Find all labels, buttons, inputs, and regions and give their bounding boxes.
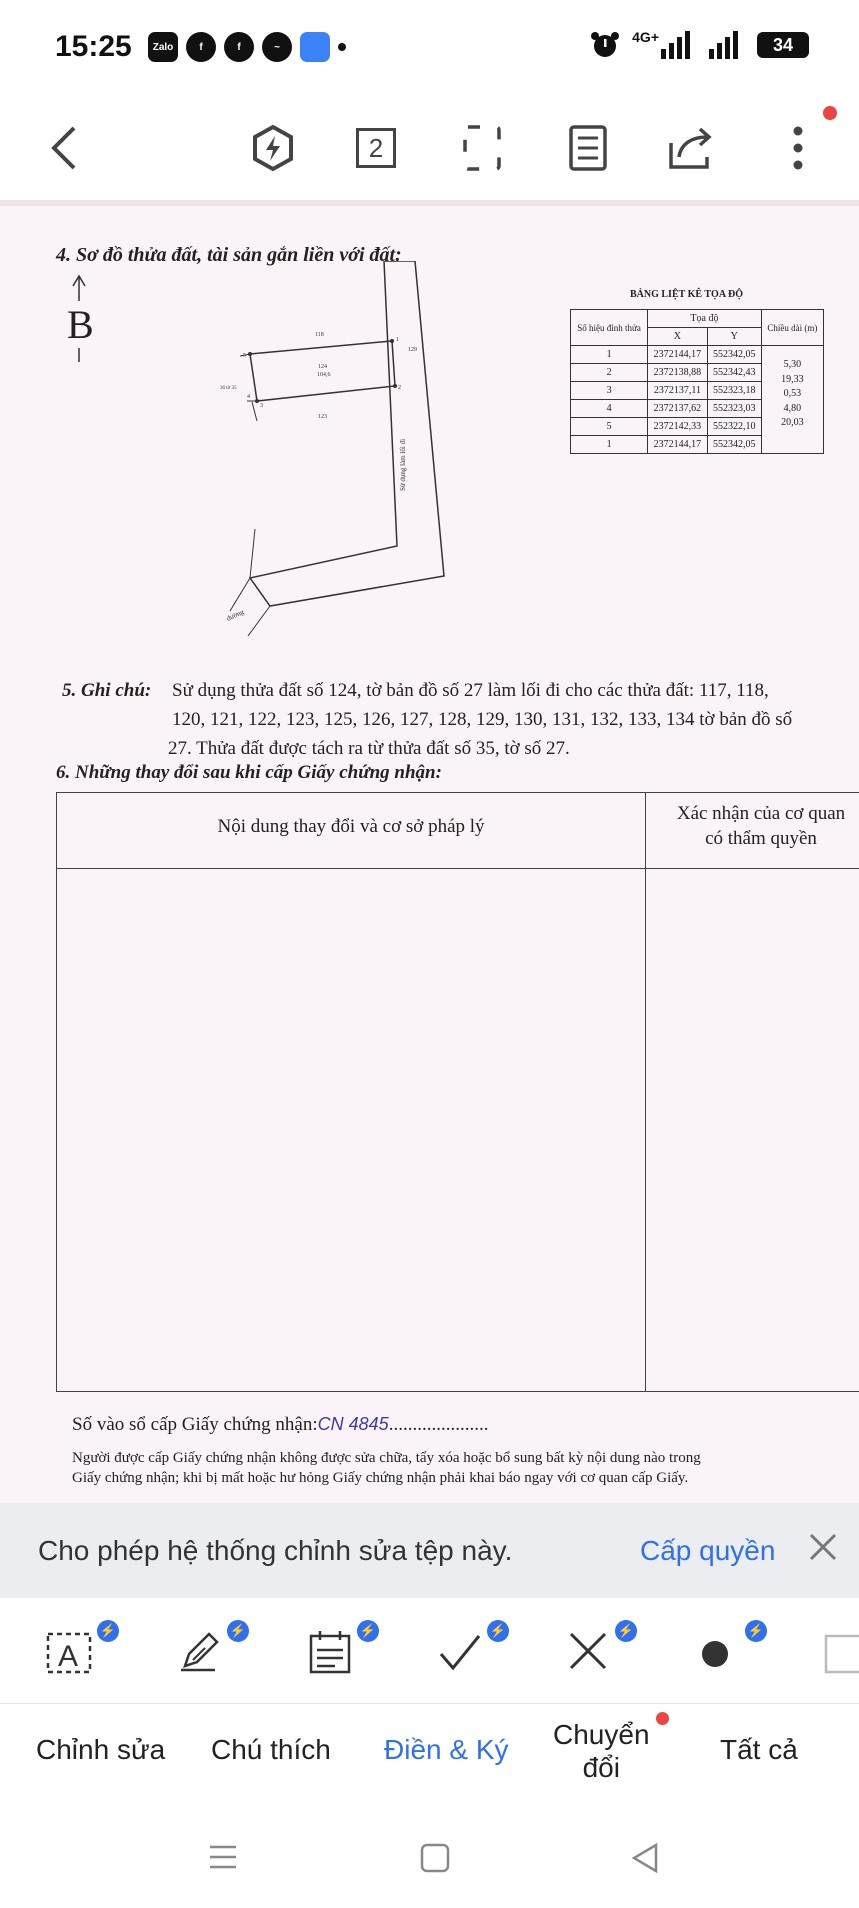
changes-table (56, 792, 859, 1392)
coord-length: 0,53 (783, 388, 802, 399)
weather-icon (300, 32, 330, 62)
cross-tool[interactable] (563, 1623, 635, 1682)
text-box-icon (45, 1626, 95, 1676)
fullscreen-icon (462, 124, 502, 172)
system-nav-bar (0, 1814, 859, 1908)
more-button[interactable] (770, 120, 826, 176)
page-count: 2 (356, 128, 396, 168)
page-count-button[interactable] (348, 120, 404, 176)
premium-badge-icon: ⚡ (357, 1620, 379, 1642)
rectangle-tool[interactable] (820, 1626, 859, 1682)
date-tool[interactable] (305, 1623, 377, 1682)
notification-icons (148, 32, 346, 62)
home-button[interactable] (419, 1842, 451, 1879)
premium-badge-icon: ⚡ (745, 1620, 767, 1642)
cert-value: CN 4845 (317, 1414, 389, 1434)
map-point-1: 1 (396, 337, 399, 343)
back-triangle-icon (630, 1842, 660, 1874)
document-page (0, 200, 859, 1503)
coord-row (571, 346, 824, 364)
coord-cell-x: 2372137,11 (648, 382, 708, 400)
tab-fill-sign[interactable]: Điền & Ký (384, 1734, 509, 1765)
north-label: B (67, 302, 94, 347)
bottom-tabs (0, 1704, 859, 1814)
map-point-4: 4 (247, 394, 250, 400)
signal-icon (709, 31, 745, 59)
facebook-icon: f (224, 32, 254, 62)
date-icon (305, 1626, 355, 1676)
coord-cell-pt: 1 (571, 346, 648, 364)
coord-lengths-cell (761, 346, 823, 454)
coord-cell-y: 552323,18 (707, 382, 761, 400)
changes-table-divider (645, 793, 646, 1391)
coord-cell-pt: 3 (571, 382, 648, 400)
map-label-road-vertical: Sử dụng làm lối đi (399, 438, 407, 491)
cert-number (72, 1414, 488, 1436)
share-button[interactable] (664, 120, 720, 176)
map-label-road: đường (225, 607, 246, 623)
map-label-parcel-top: 118 (315, 332, 324, 338)
banner-message: Cho phép hệ thống chỉnh sửa tệp này. (38, 1535, 513, 1566)
tab-convert-label-2: đổi (582, 1752, 620, 1783)
coord-length: 4,80 (783, 402, 802, 414)
network-label: 4G+ (632, 29, 659, 45)
coord-length: 19,33 (781, 373, 804, 385)
footer-line-2: Giấy chứng nhận; khi bị mất hoặc hư hỏng Giấy chứng nhận phải khai báo ngay với cơ quan cấp Giấy. (72, 1470, 689, 1486)
notification-dot (823, 106, 837, 120)
signature-icon (175, 1626, 225, 1676)
coord-cell-y: 552342,05 (707, 436, 761, 454)
recent-apps-button[interactable] (208, 1842, 238, 1877)
footer-line-1: Người được cấp Giấy chứng nhận không được sửa chữa, tẩy xóa hoặc bổ sung bất kỳ nội dung nào trong (72, 1450, 701, 1466)
alarm-icon (590, 30, 620, 60)
cross-icon (563, 1626, 613, 1676)
rectangle-icon (820, 1626, 859, 1676)
coord-cell-pt: 1 (571, 436, 648, 454)
coord-header-y: Y (707, 328, 761, 346)
map-label-parcel-bottom: 123 (318, 414, 327, 420)
map-point-3: 3 (260, 403, 263, 409)
coord-cell-x: 2372138,88 (648, 364, 708, 382)
close-banner-button[interactable] (808, 1527, 838, 1572)
coord-cell-x: 2372142,33 (648, 418, 708, 436)
premium-badge-icon: ⚡ (615, 1620, 637, 1642)
coord-table-title: BẢNG LIỆT KÊ TỌA ĐỘ (630, 289, 743, 300)
coord-cell-pt: 2 (571, 364, 648, 382)
coord-cell-y: 552342,05 (707, 346, 761, 364)
share-icon (667, 125, 717, 171)
coord-header-length: Chiều dài (m) (761, 310, 823, 346)
section6-title: 6. Những thay đổi sau khi cấp Giấy chứng nhận: (56, 762, 442, 783)
note-line-1: Sử dụng thửa đất số 124, tờ bản đồ số 27 làm lối đi cho các thửa đất: 117, 118, (172, 680, 769, 701)
coord-cell-y: 552322,10 (707, 418, 761, 436)
coord-header-x: X (648, 328, 708, 346)
coord-cell-y: 552323,03 (707, 400, 761, 418)
note-line-2: 120, 121, 122, 123, 125, 126, 127, 128, 129, 130, 131, 132, 133, 134 tờ bản đồ số (172, 709, 793, 730)
back-icon (48, 126, 80, 170)
back-nav-button[interactable] (630, 1842, 660, 1879)
tab-all[interactable]: Tất cả (720, 1734, 798, 1765)
status-right (590, 30, 809, 60)
changes-col1-header: Nội dung thay đổi và cơ sở pháp lý (217, 816, 485, 837)
cert-label: Số vào sổ cấp Giấy chứng nhận: (72, 1414, 318, 1435)
changes-col2-header-2: có thẩm quyền (705, 828, 817, 849)
reader-mode-icon (568, 124, 608, 172)
grant-permission-button[interactable]: Cấp quyền (640, 1535, 776, 1566)
facebook-icon: f (186, 32, 216, 62)
note-line-3: 27. Thửa đất được tách ra từ thửa đất số 35, tờ số 27. (168, 738, 570, 759)
cert-dots: ..................... (388, 1414, 489, 1435)
messenger-icon: ~ (262, 32, 292, 62)
permission-banner (0, 1503, 859, 1598)
signature-tool[interactable] (175, 1623, 247, 1682)
changes-table-header-line (57, 868, 859, 869)
section4-title: 4. Sơ đồ thửa đất, tài sản gắn liền với đất: (56, 244, 402, 266)
map-point-2: 2 (398, 385, 401, 391)
coord-cell-pt: 5 (571, 418, 648, 436)
status-bar (0, 0, 859, 100)
back-button[interactable] (36, 120, 92, 176)
dot-tool[interactable] (693, 1623, 765, 1682)
coord-cell-pt: 4 (571, 400, 648, 418)
lightning-icon (249, 124, 297, 172)
checkmark-tool[interactable] (435, 1623, 507, 1682)
map-label-parcel-right: 129 (408, 347, 417, 353)
more-icon (792, 125, 804, 171)
battery-icon: 34 (757, 32, 809, 58)
convert-notification-dot (656, 1712, 669, 1725)
tab-annotate[interactable]: Chú thích (211, 1734, 331, 1765)
reader-mode-button[interactable] (560, 120, 616, 176)
coord-cell-y: 552342,43 (707, 364, 761, 382)
coord-table (570, 309, 824, 454)
map-point-5: 5 (243, 353, 246, 359)
premium-badge-icon: ⚡ (97, 1620, 119, 1642)
status-time: 15:25 (55, 30, 132, 63)
checkmark-icon (435, 1626, 485, 1676)
coord-header-coord: Tọa độ (648, 310, 762, 328)
menu-icon (208, 1842, 238, 1872)
top-toolbar (0, 100, 859, 200)
close-icon (808, 1532, 838, 1562)
changes-col2-header-1: Xác nhận của cơ quan (676, 803, 846, 824)
dot-icon (693, 1626, 743, 1676)
fullscreen-button[interactable] (454, 120, 510, 176)
map-label-parcel-area: 104,6 (317, 372, 331, 378)
coord-cell-x: 2372144,17 (648, 436, 708, 454)
coord-header-point: Số hiệu đỉnh thửa (571, 310, 648, 346)
tab-edit[interactable]: Chỉnh sửa (36, 1734, 166, 1765)
map-label-parcel-mid: 124 (318, 364, 327, 370)
coord-length: 5,30 (783, 359, 802, 370)
coord-cell-x: 2372137,62 (648, 400, 708, 418)
zalo-icon: Zalo (148, 32, 178, 62)
note-label: 5. Ghi chú: (62, 680, 152, 701)
fill-sign-toolbar (0, 1598, 859, 1704)
home-icon (419, 1842, 451, 1874)
parcel-sketch (220, 261, 460, 661)
premium-badge-icon: ⚡ (487, 1620, 509, 1642)
tab-convert[interactable] (553, 1718, 650, 1784)
text-box-tool[interactable] (45, 1623, 117, 1682)
coord-length: 20,03 (781, 417, 804, 428)
premium-badge-icon: ⚡ (227, 1620, 249, 1642)
tab-convert-label-1: Chuyển (553, 1719, 650, 1750)
more-notifications-dot-icon (338, 43, 346, 51)
quick-action-button[interactable] (245, 120, 301, 176)
signal-icon (661, 31, 697, 59)
svg-text:A: A (58, 1640, 79, 1673)
map-label-parcel-left: 36 tờ 35 (220, 386, 237, 391)
coord-cell-x: 2372144,17 (648, 346, 708, 364)
